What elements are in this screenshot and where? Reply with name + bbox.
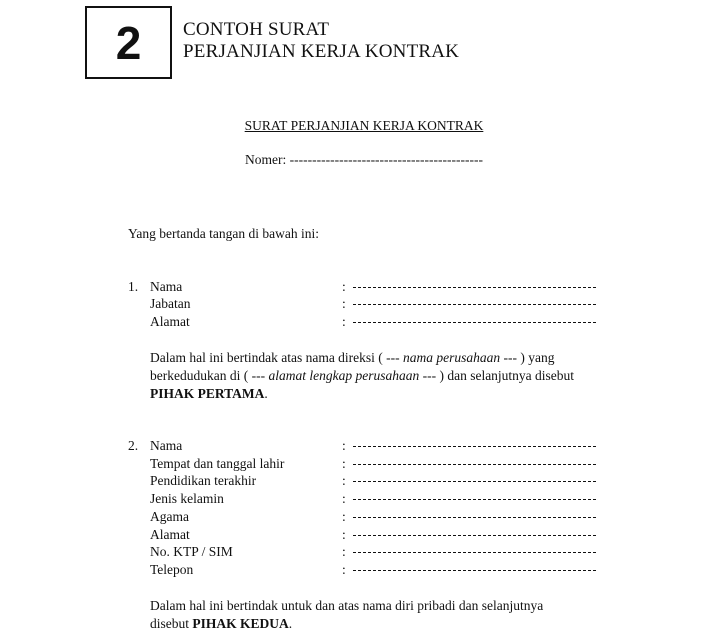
para-text: --- ) dan selanjutnya disebut (419, 368, 575, 383)
section-heading (183, 19, 459, 63)
field-colon: : (342, 279, 346, 294)
party1-paragraph (150, 349, 643, 403)
blank-line (353, 499, 596, 500)
party2-para-line-1: Dalam hal ini bertindak untuk dan atas nama diri pribadi dan selanjutnya (150, 598, 544, 613)
para-text: disebut (150, 616, 193, 631)
field-colon: : (342, 527, 346, 542)
field-label: Alamat (150, 314, 190, 329)
field-label: Jenis kelamin (150, 491, 224, 506)
field-label: Alamat (150, 527, 190, 542)
blank-line (353, 535, 596, 536)
party2-field-ktp (128, 543, 648, 561)
field-label: Telepon (150, 562, 194, 577)
field-label: Agama (150, 509, 189, 524)
field-label: Tempat dan tanggal lahir (150, 456, 285, 471)
pihak-kedua-label: PIHAK KEDUA (192, 616, 289, 631)
field-colon: : (342, 491, 346, 506)
field-label: Jabatan (150, 296, 191, 311)
party2-field-pendidikan (128, 472, 648, 490)
heading-line-1: CONTOH SURAT (183, 19, 330, 40)
field-label: Pendidikan terakhir (150, 473, 257, 488)
field-label: No. KTP / SIM (150, 544, 233, 559)
blank-line (353, 304, 596, 305)
para-text: . (288, 616, 293, 631)
party1-field-jabatan (128, 295, 648, 313)
field-colon: : (342, 456, 346, 471)
pihak-pertama-label: PIHAK PERTAMA (150, 386, 265, 401)
party2-field-nama (128, 437, 648, 455)
document-number: Nomer: ------------------------------------------- (245, 152, 483, 167)
party2-number: 2. (128, 438, 139, 453)
party2-field-agama (128, 508, 648, 526)
field-colon: : (342, 296, 346, 311)
party2-field-telepon (128, 561, 648, 579)
blank-line (353, 517, 596, 518)
field-colon: : (342, 562, 346, 577)
heading-line-2: PERJANJIAN KERJA KONTRAK (183, 41, 460, 62)
blank-line (353, 464, 596, 465)
party2-field-jenis-kelamin (128, 490, 648, 508)
blank-line (353, 322, 596, 323)
party1-number: 1. (128, 279, 139, 294)
field-label: Nama (150, 279, 183, 294)
blank-line (353, 570, 596, 571)
party2-para-line-2 (150, 615, 643, 633)
field-label: Nama (150, 438, 183, 453)
field-colon: : (342, 509, 346, 524)
intro-text: Yang bertanda tangan di bawah ini: (128, 226, 319, 241)
party1-para-line-3 (150, 385, 643, 403)
field-colon: : (342, 438, 346, 453)
party1-para-line-2 (150, 367, 643, 385)
section-number-box (85, 6, 172, 79)
party1-field-nama (128, 278, 648, 296)
field-colon: : (342, 314, 346, 329)
party2-field-alamat (128, 526, 648, 544)
section-number: 2 (115, 16, 142, 69)
party2-field-ttl (128, 455, 648, 473)
blank-line (353, 446, 596, 447)
para-text: . (264, 386, 268, 401)
blank-line (353, 287, 596, 288)
para-text: --- ) yang (500, 350, 555, 365)
party1-para-line-1 (150, 349, 643, 367)
field-colon: : (342, 544, 346, 559)
company-name-placeholder: nama perusahaan (403, 350, 501, 365)
para-text: Dalam hal ini bertindak atas nama direksi ( --- (150, 350, 404, 365)
blank-line (353, 552, 596, 553)
document-title: SURAT PERJANJIAN KERJA KONTRAK (244, 118, 484, 133)
party1-field-alamat (128, 313, 648, 331)
blank-line (353, 481, 596, 482)
para-text: berkedudukan di ( --- (150, 368, 269, 383)
field-colon: : (342, 473, 346, 488)
company-address-placeholder: alamat lengkap perusahaan (268, 368, 420, 383)
party2-paragraph (150, 597, 643, 633)
